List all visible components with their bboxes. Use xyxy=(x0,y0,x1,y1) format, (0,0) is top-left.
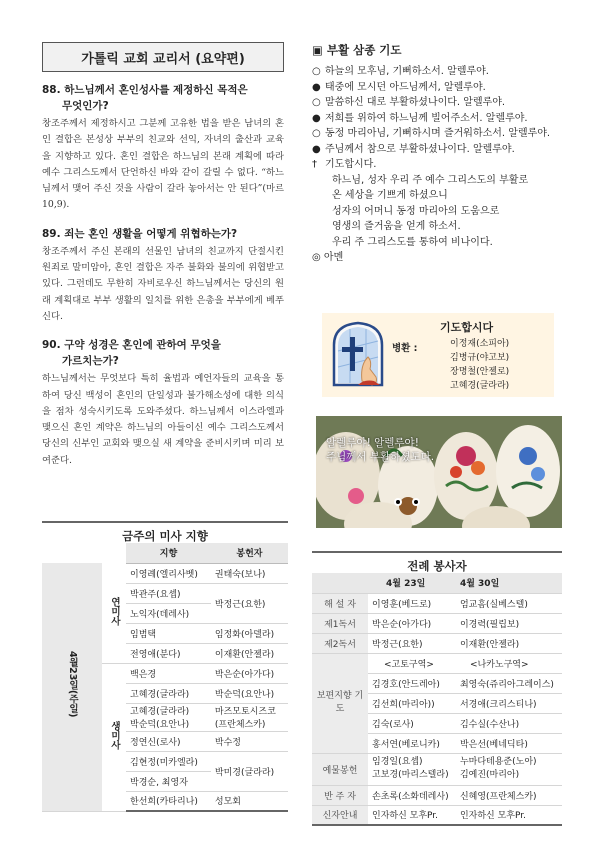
answer-88: 창조주께서 제정하시고 그분께 고유한 법을 받은 남녀의 혼인 결합은 본성상 부부의 친교와 선익, 자녀의 출산과 교육을 지향하고 있다. 혼인 결합은 하느님의 본래 계획에 따라 예수 그리스도께서 단언하신 바와 같이 갈릴 수 없다. “하느님께서 맺어 주신 것을 사람이 갈라 놓아서는 안 된다”(마르 10,9). xyxy=(42,118,284,211)
role-cell: 반 주 자 xyxy=(312,785,368,805)
catechism-section xyxy=(42,42,284,469)
regina-caeli-section xyxy=(312,42,562,266)
prayer-text: 동정 마리아님, 기뻐하시며 즐거워하소서. 알렐루야. xyxy=(325,128,551,139)
table-header-row xyxy=(42,543,288,563)
answer-90: 하느님께서는 무엇보다 특히 율법과 예언자들의 교육을 통하여 당신 백성이 혼인의 단일성과 불가해소성에 대한 의식을 점차 성숙시키도록 도와주셨다. 하느님께서 이스라엘과 맺으신 혼인 계약은 하느님의 아들이신 예수 그리스도께서 당신의 신부인 교회와 맺으실 새 계약을 준비시키며 미리 보여준다. xyxy=(42,373,284,466)
praying-hands-window-icon xyxy=(330,321,386,387)
intent-cell: 김현정(미카엘라) xyxy=(126,751,211,771)
server-name: 누마다테용준(노아) xyxy=(459,757,537,767)
server-cell xyxy=(368,753,456,785)
intent-cell: 한선희(카타리나) xyxy=(126,791,211,811)
server-cell: <고토구역> xyxy=(368,653,456,673)
question-90-line2: 가르치는가? xyxy=(62,355,119,368)
intent-cell: 노익자(데레사) xyxy=(126,603,211,623)
prayer-text: 기도합시다. xyxy=(325,159,377,170)
role-cell: 보편지향 기 도 xyxy=(312,653,368,753)
catechism-title: 가톨릭 교회 교리서 (요약편) xyxy=(42,42,284,72)
easter-eggs-photo xyxy=(316,416,562,528)
server-name: 임경일(요셉) xyxy=(372,757,423,767)
question-90 xyxy=(42,337,284,369)
offerer-cell: 마즈모토시즈코 xyxy=(214,706,276,717)
intent-cell: 정연신(로사) xyxy=(126,731,211,751)
group-memorial xyxy=(102,563,126,663)
intent-cell: 박관주(요셉) xyxy=(126,583,211,603)
table-row xyxy=(42,563,288,583)
offerer-cell: 임정화(아델라) xyxy=(211,623,288,643)
prayer-line xyxy=(312,111,562,127)
circle-open-icon: ○ xyxy=(312,128,321,139)
dagger-icon: † xyxy=(312,159,317,170)
prayer-text: 말씀하신 대로 부활하셨나이다. 알렐루야. xyxy=(325,97,506,108)
server-cell: 김수실(수산나) xyxy=(456,713,562,733)
prayer-amen: ◎ 아멘 xyxy=(312,252,344,263)
question-89: 89. 죄는 혼인 생활을 어떻게 위협하는가? xyxy=(42,227,238,240)
prayer-text: 하늘의 모후님, 기뻐하소서. 알렐루야. xyxy=(325,66,489,77)
offerer-cell: 박미경(글라라) xyxy=(211,751,288,791)
table-row xyxy=(312,633,562,653)
server-cell: 홍서연(베로니카) xyxy=(368,733,456,753)
circle-open-icon: ○ xyxy=(312,66,321,77)
table-row xyxy=(312,593,562,613)
server-cell: 이영훈(베드로) xyxy=(368,593,456,613)
intent-cell: 고혜경(글라라) xyxy=(126,683,211,703)
easter-eggs-image xyxy=(316,416,562,528)
prayer-text: 주님께서 참으로 부활하셨나이다. 알렐루야. xyxy=(325,143,515,155)
role-cell: 신자안내 xyxy=(312,805,368,825)
server-cell xyxy=(456,753,562,785)
mass-date-text: 4월23일(주일) xyxy=(67,651,78,718)
header-blank xyxy=(42,543,126,563)
server-cell: 엄교흠(실베스텔) xyxy=(456,593,562,613)
table-row xyxy=(312,653,562,673)
prayer-body-line: 온 세상을 기쁘게 하셨으니 xyxy=(332,190,448,201)
server-cell: 인자하신 모후Pr. xyxy=(368,805,456,825)
intent-cell: 백은경 xyxy=(126,663,211,683)
prayer-line xyxy=(312,80,562,96)
prayer-body-line: 우리 주 그리스도를 통하여 비나이다. xyxy=(332,236,493,248)
circle-open-icon: ○ xyxy=(312,97,321,108)
prayer-line xyxy=(312,157,562,173)
server-cell: 김경호(안드레아) xyxy=(368,673,456,693)
table-row xyxy=(312,805,562,825)
prayer-text: 태중에 모시던 아드님께서, 알렐루야. xyxy=(325,81,486,93)
intent-cell: 박순덕(요안나) xyxy=(126,717,211,731)
intent-cell: 고혜경(글라라) xyxy=(130,706,190,717)
photo-caption-line1: 알렐루야! 알렐루야! xyxy=(326,437,419,449)
question-88-line2: 무엇인가? xyxy=(62,100,109,112)
liturgy-servers-title: 전례 봉사자 xyxy=(312,551,562,573)
circle-filled-icon: ● xyxy=(312,143,321,155)
col-date1-header: 4월 23일 xyxy=(368,573,456,593)
group-living xyxy=(102,663,126,811)
role-header-blank xyxy=(312,573,368,593)
table-row xyxy=(312,785,562,805)
prayer-line xyxy=(312,95,562,111)
server-cell: 박정근(요한) xyxy=(368,633,456,653)
offerer-cell: 박은순(아가다) xyxy=(211,663,288,683)
photo-caption xyxy=(326,436,434,464)
offerer-cell: 권태숙(보나) xyxy=(211,563,288,583)
server-cell: 서경애(크리스티나) xyxy=(456,693,562,713)
mass-date xyxy=(42,563,102,811)
offerer-cell: 박순덕(요안나) xyxy=(211,683,288,703)
prayer-line xyxy=(312,142,562,158)
server-cell: 인자하신 모후Pr. xyxy=(456,805,562,825)
role-cell: 예물봉헌 xyxy=(312,753,368,785)
mass-intentions-title: 금주의 미사 지향 xyxy=(42,521,288,543)
server-cell: 김선희(마리아)) xyxy=(368,693,456,713)
intent-cell: 전영애(분다) xyxy=(126,643,211,663)
sick-person-name: 장명철(안젤로) xyxy=(450,367,510,377)
offerer-cell: 박수정 xyxy=(211,731,288,751)
server-name: 고보경(마리스텔라) xyxy=(372,770,449,780)
offerer-cell: 이재환(안젤라) xyxy=(211,643,288,663)
role-cell: 제1독서 xyxy=(312,613,368,633)
col-date2-header: 4월 30일 xyxy=(456,573,562,593)
sick-person-name: 이정재(소피아) xyxy=(450,339,510,349)
prayer-box-title: 기도합시다 xyxy=(440,321,494,334)
answer-89: 창조주께서 주신 본래의 선물인 남녀의 친교까지 단절시킨 원죄로 말미암아, 혼인 결합은 자주 불화와 불의에 위협받고 있다. 그런데도 무한히 자비로우신 하느님께서는 당신의 원래 계획대로 부부 생활의 일치를 위한 은총을 부부에게 베푸신다. xyxy=(42,245,284,322)
role-cell: 해 설 자 xyxy=(312,593,368,613)
server-cell: 이경력(필립보) xyxy=(456,613,562,633)
group-living-label: 생미사 xyxy=(109,720,120,750)
col-offerer-header: 봉헌자 xyxy=(211,543,288,563)
server-cell: 이재환(안젤라) xyxy=(456,633,562,653)
circle-filled-icon: ● xyxy=(312,112,321,124)
sick-person-name: 고혜경(글라라) xyxy=(450,381,510,391)
photo-caption-line2: 주님께서 부활하셨도다. xyxy=(326,451,435,463)
offerer-cell: (프란체스카) xyxy=(211,717,288,731)
question-88-line1: 88. 하느님께서 혼인성사를 제정하신 목적은 xyxy=(42,84,248,96)
intent-cell: 박경순, 최영자 xyxy=(126,771,211,791)
offerer-cell: 성모회 xyxy=(211,791,288,811)
server-cell: 신혜영(프란체스카) xyxy=(456,785,562,805)
server-cell: 최영숙(쥬리아그레이스) xyxy=(456,673,562,693)
server-cell: <나카노구역> xyxy=(456,653,562,673)
intent-cell: 이영례(엘리사벳) xyxy=(126,563,211,583)
offerer-cell: 박정근(요한) xyxy=(211,583,288,623)
prayer-text: 저희를 위하여 하느님께 빌어주소서. 알렐루야. xyxy=(325,112,528,124)
liturgy-servers-table xyxy=(312,573,562,826)
sick-person-name: 김병규(야고보) xyxy=(450,353,510,363)
role-cell: 제2독서 xyxy=(312,633,368,653)
group-memorial-label: 연미사 xyxy=(109,596,120,625)
server-name: 김예진(마리아) xyxy=(459,770,520,780)
prayer-body-line: 영생의 즐거움을 얻게 하소서. xyxy=(332,221,461,232)
table-row xyxy=(312,753,562,785)
mass-intentions-table xyxy=(42,543,288,812)
server-cell: 손초록(소화데레사) xyxy=(368,785,456,805)
question-88 xyxy=(42,82,284,114)
table-row xyxy=(312,613,562,633)
intent-cell: 임범택 xyxy=(126,623,211,643)
prayer-line xyxy=(312,64,562,80)
server-cell: 김숙(로사) xyxy=(368,713,456,733)
prayer-box-names xyxy=(450,337,509,393)
server-cell: 박은선(베네딕타) xyxy=(456,733,562,753)
circle-filled-icon: ● xyxy=(312,81,321,93)
col-intent-header: 지향 xyxy=(126,543,211,563)
prayer-heading: ▣ 부활 삼종 기도 xyxy=(312,43,402,57)
prayer-line xyxy=(312,126,562,142)
prayer-body-line: 성자의 어머니 동정 마리아의 도움으로 xyxy=(332,205,500,217)
question-90-line1: 90. 구약 성경은 혼인에 관하여 무엇을 xyxy=(42,339,221,352)
prayer-request-box xyxy=(322,313,554,397)
prayer-box-label: 병환 : xyxy=(392,343,418,354)
table-header-row xyxy=(312,573,562,593)
prayer-body-line: 하느님, 성자 우리 주 예수 그리스도의 부활로 xyxy=(332,174,529,186)
server-cell: 박은순(아가다) xyxy=(368,613,456,633)
